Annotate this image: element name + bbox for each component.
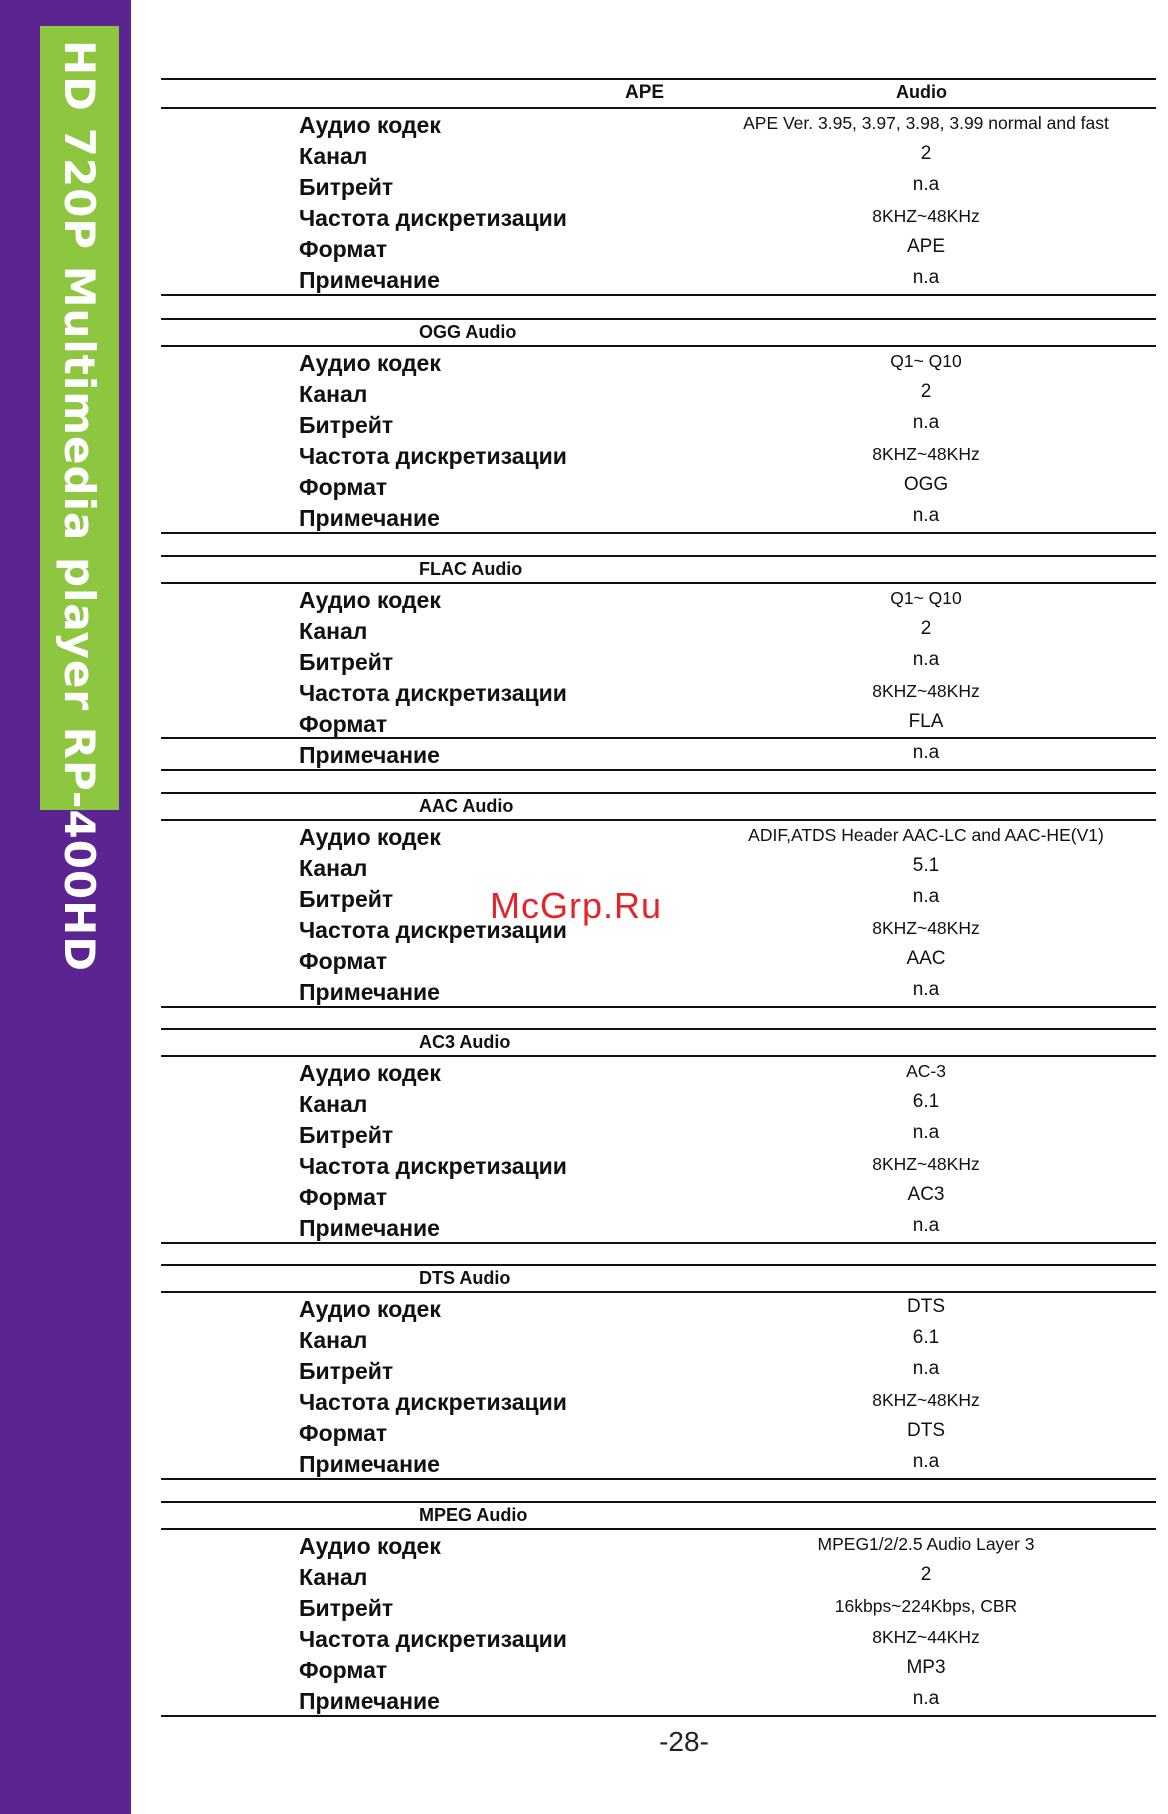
spec-label: Аудио кодек [299, 824, 441, 850]
spec-label: Частота дискретизации [299, 443, 567, 469]
spec-label: Битрейт [299, 1595, 394, 1621]
spec-value: n.a [912, 649, 940, 670]
sidebar-title: HD 720P Multimedia player RP-400HD [55, 40, 104, 973]
spec-row [161, 1120, 1156, 1151]
spec-value: n.a [912, 1122, 940, 1143]
spec-label: Битрейт [299, 886, 394, 912]
spec-value: n.a [912, 267, 940, 288]
spec-label: Канал [299, 855, 368, 881]
spec-value: 16kbps~224Kbps, CBR [834, 1596, 1018, 1616]
section-top-rule [161, 78, 1156, 80]
spec-value: 8KHZ~48KHz [872, 444, 980, 464]
spec-label: Канал [299, 618, 368, 644]
spec-row [161, 110, 1156, 141]
spec-row [161, 616, 1156, 647]
spec-row [161, 1356, 1156, 1387]
spec-row [161, 822, 1156, 853]
spec-label: Канал [299, 143, 368, 169]
spec-value: AC-3 [906, 1061, 946, 1081]
spec-value: 6.1 [912, 1327, 940, 1348]
spec-row [161, 1562, 1156, 1593]
section-bottom-rule [161, 532, 1156, 534]
spec-row [161, 1089, 1156, 1120]
section-top-rule [161, 555, 1156, 557]
spec-value: AAC [906, 948, 946, 969]
spec-label: Примечание [299, 267, 440, 293]
section-header-rule [161, 1528, 1156, 1530]
section-header-rule [161, 582, 1156, 584]
section-top-rule [161, 1501, 1156, 1503]
spec-label: Аудио кодек [299, 1060, 441, 1086]
spec-value: 2 [920, 381, 932, 402]
spec-row [161, 265, 1156, 296]
spec-label: Канал [299, 1327, 368, 1353]
spec-value: 8KHZ~44KHz [872, 1627, 980, 1647]
spec-row [161, 853, 1156, 884]
section-title: FLAC Audio [419, 559, 523, 579]
spec-value: APE Ver. 3.95, 3.97, 3.98, 3.99 normal and fast [743, 113, 1109, 133]
spec-label: Частота дискретизации [299, 680, 567, 706]
spec-row [161, 379, 1156, 410]
section-top-rule [161, 318, 1156, 320]
spec-label: Канал [299, 1564, 368, 1590]
spec-label: Формат [299, 948, 388, 974]
spec-value: n.a [912, 1451, 940, 1472]
spec-label: Аудио кодек [299, 587, 441, 613]
spec-value: n.a [912, 886, 940, 907]
spec-row [161, 977, 1156, 1008]
section-bottom-rule [161, 1242, 1156, 1244]
spec-row [161, 410, 1156, 441]
spec-row [161, 1449, 1156, 1480]
spec-label: Битрейт [299, 1358, 394, 1384]
section-bottom-rule [161, 1006, 1156, 1008]
spec-label: Битрейт [299, 649, 394, 675]
spec-label: Битрейт [299, 412, 394, 438]
section-title: APE [625, 82, 665, 103]
spec-label: Частота дискретизации [299, 1153, 567, 1179]
spec-row [161, 585, 1156, 616]
section-header-rule [161, 107, 1156, 109]
spec-row [161, 740, 1156, 771]
spec-value: MP3 [906, 1657, 946, 1678]
spec-label: Аудио кодек [299, 1296, 441, 1322]
spec-row [161, 172, 1156, 203]
spec-value: n.a [912, 174, 940, 195]
spec-label: Примечание [299, 979, 440, 1005]
spec-row [161, 1325, 1156, 1356]
spec-label: Примечание [299, 1215, 440, 1241]
spec-row [161, 709, 1156, 740]
spec-row [161, 1686, 1156, 1717]
spec-label: Канал [299, 381, 368, 407]
spec-label: Формат [299, 1184, 388, 1210]
spec-row [161, 1294, 1156, 1325]
section-top-rule [161, 1028, 1156, 1030]
section-header-rule [161, 1055, 1156, 1057]
spec-row [161, 1058, 1156, 1089]
section-header-rule [161, 819, 1156, 821]
spec-label: Формат [299, 711, 388, 737]
spec-value: Q1~ Q10 [890, 588, 962, 608]
spec-row [161, 678, 1156, 709]
section-bottom-rule [161, 769, 1156, 771]
spec-value: AC3 [907, 1184, 945, 1205]
spec-row [161, 1151, 1156, 1182]
spec-value: n.a [912, 1358, 940, 1379]
spec-value: n.a [912, 1215, 940, 1236]
spec-value: OGG [903, 474, 949, 495]
spec-label: Частота дискретизации [299, 205, 567, 231]
spec-value: 8KHZ~48KHz [872, 1154, 980, 1174]
spec-row [161, 1593, 1156, 1624]
spec-label: Формат [299, 474, 388, 500]
section-title: MPEG Audio [419, 1505, 528, 1525]
spec-label: Примечание [299, 505, 440, 531]
spec-row [161, 946, 1156, 977]
spec-row [161, 1418, 1156, 1449]
section-header-rule [161, 345, 1156, 347]
spec-value: 6.1 [912, 1091, 940, 1112]
spec-value: 5.1 [912, 855, 940, 876]
spec-label: Формат [299, 1420, 388, 1446]
spec-label: Примечание [299, 1688, 440, 1714]
spec-value: n.a [912, 412, 940, 433]
spec-row [161, 503, 1156, 534]
section-title: AAC Audio [419, 796, 514, 816]
spec-row [161, 1387, 1156, 1418]
spec-row [161, 647, 1156, 678]
spec-label: Формат [299, 236, 388, 262]
spec-value: n.a [912, 979, 940, 1000]
spec-row [161, 234, 1156, 265]
spec-value: n.a [912, 742, 940, 763]
section-bottom-rule [161, 294, 1156, 296]
section-bottom-rule [161, 1715, 1156, 1717]
spec-row [161, 348, 1156, 379]
watermark: McGrp.Ru [490, 885, 663, 926]
section-top-rule [161, 792, 1156, 794]
section-top-rule [161, 1264, 1156, 1266]
spec-row [161, 1531, 1156, 1562]
spec-value: DTS [907, 1296, 945, 1317]
spec-value: 2 [920, 618, 932, 639]
spec-label: Битрейт [299, 174, 394, 200]
spec-value: 8KHZ~48KHz [872, 206, 980, 226]
spec-label: Примечание [299, 742, 440, 768]
spec-value: 8KHZ~48KHz [872, 1390, 980, 1410]
spec-row [161, 1182, 1156, 1213]
spec-value: Q1~ Q10 [890, 351, 962, 371]
section-title: AC3 Audio [419, 1032, 511, 1052]
spec-value: DTS [907, 1420, 945, 1441]
spec-row [161, 1655, 1156, 1686]
spec-label: Битрейт [299, 1122, 394, 1148]
section-row-rule [161, 737, 1156, 739]
spec-label: Частота дискретизации [299, 1626, 567, 1652]
spec-value: FLA [908, 711, 944, 732]
section-title: OGG Audio [419, 322, 517, 342]
spec-label: Канал [299, 1091, 368, 1117]
spec-value: ADIF,ATDS Header AAC-LC and AAC-HE(V1) [748, 825, 1104, 845]
spec-row [161, 1213, 1156, 1244]
spec-label: Аудио кодек [299, 112, 441, 138]
section-subtitle: Audio [896, 82, 947, 102]
spec-label: Аудио кодек [299, 1533, 441, 1559]
spec-row [161, 441, 1156, 472]
spec-value: 8KHZ~48KHz [872, 918, 980, 938]
spec-label: Аудио кодек [299, 350, 441, 376]
spec-value: APE [906, 236, 946, 257]
spec-row [161, 141, 1156, 172]
spec-row [161, 1624, 1156, 1655]
spec-value: 8KHZ~48KHz [872, 681, 980, 701]
spec-row [161, 472, 1156, 503]
spec-row [161, 203, 1156, 234]
spec-value: 2 [920, 1564, 932, 1585]
spec-label: Частота дискретизации [299, 917, 567, 943]
spec-label: Формат [299, 1657, 388, 1683]
spec-label: Частота дискретизации [299, 1389, 567, 1415]
page-number: -28- [659, 1726, 709, 1757]
spec-value: n.a [912, 1688, 940, 1709]
section-bottom-rule [161, 1478, 1156, 1480]
spec-value: n.a [912, 505, 940, 526]
section-header-rule [161, 1291, 1156, 1293]
spec-value: 2 [920, 143, 932, 164]
section-title: DTS Audio [419, 1268, 511, 1288]
spec-value: MPEG1/2/2.5 Audio Layer 3 [817, 1534, 1035, 1554]
spec-label: Примечание [299, 1451, 440, 1477]
